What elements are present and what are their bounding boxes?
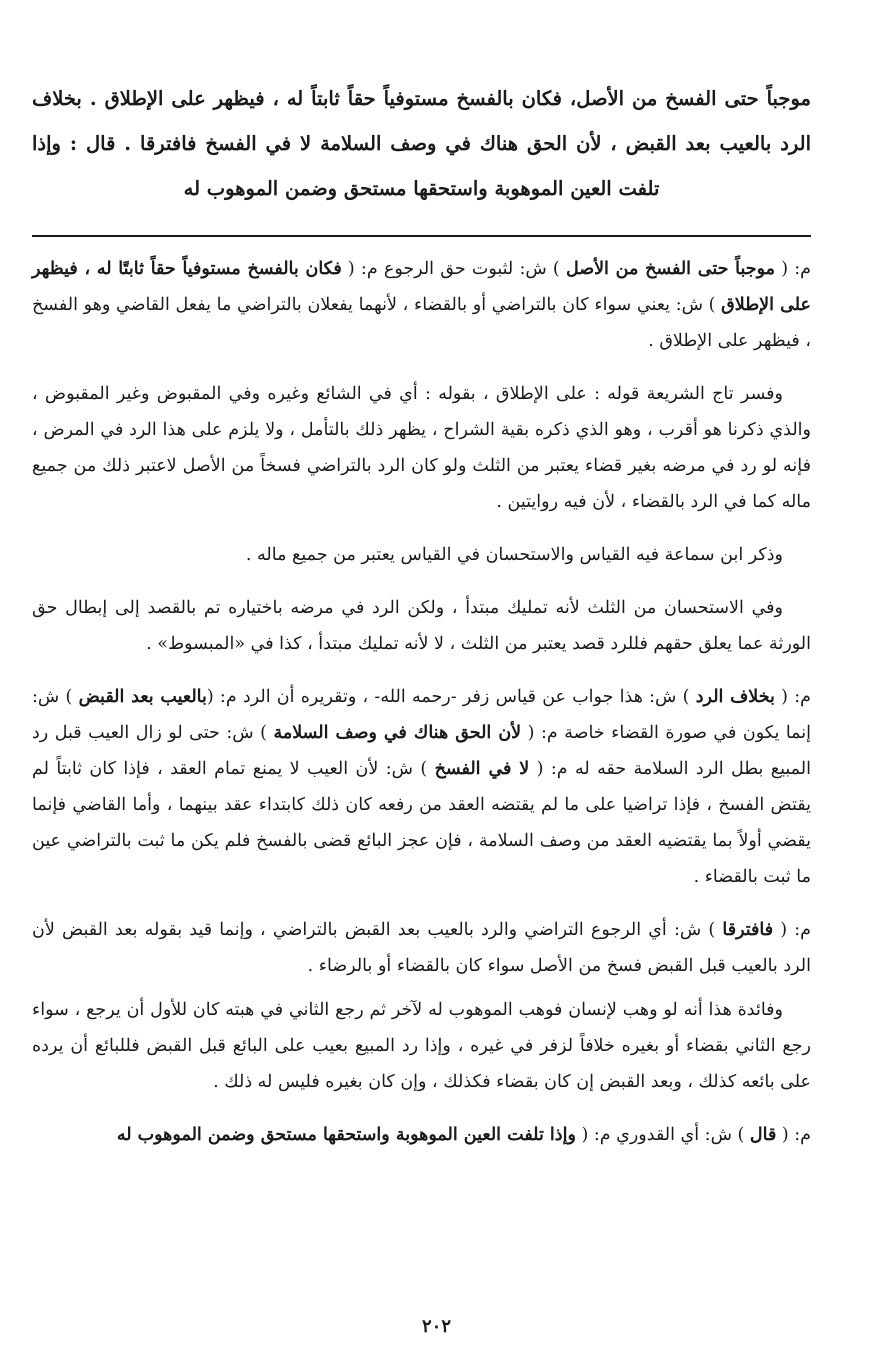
quoted-matn-text: لأن الحق هناك في وصف السلامة: [273, 723, 522, 743]
commentary-text: م: (: [775, 259, 811, 279]
quoted-matn-text: وإذا تلفت العين الموهوبة واستحقها مستحق وضمن الموهوب له: [116, 1125, 576, 1145]
separator-rule: [32, 235, 811, 237]
commentary-text: ) ش: حتى لو زال العيب قبل رد المبيع بطل الرد السلامة حقه له م: (: [32, 723, 811, 779]
commentary-text: ) ش: لأن العيب لا يمنع تمام العقد ، فإذا كان ثابتاً لم يقتض الفسخ ، فإذا تراضيا على ما لم يقتضه العقد من رفعه كان ذلك كابتداء عقد بينهما ، وأما القاضي فإنما يقضي أولاً بما يقتضيه العقد من وصف السلامة ، فإن عجز البائع قضى بالفسخ فلم يكن ما ثبت بالتراضي عين ما ثبت بالقضاء .: [32, 759, 811, 887]
commentary-text: وفائدة هذا أنه لو وهب لإنسان فوهب الموهوب له لآخر ثم رجع الثاني في هبته كان للأول أن يرجع ، سواء رجع الثاني بقضاء أو بغيره خلافاً لزفر في غيره ، وإذا رد المبيع بعيب على البائع قبل القبض فللبائع أن يرده على بائعه كذلك ، وبعد القبض إن كان بقضاء فكذلك ، وإن كان بغيره فليس له ذلك .: [32, 1000, 811, 1092]
commentary-text: ) ش: يعني سواء كان بالتراضي أو بالقضاء ، لأنهما يفعلان بالتراضي ما يفعل القاضي وهو الفسخ ، فيظهر على الإطلاق .: [32, 295, 811, 351]
quoted-matn-text: فافترقا: [722, 920, 774, 940]
commentary-paragraph: [32, 992, 811, 1100]
quoted-matn-text: لا في الفسخ: [434, 759, 530, 779]
commentary-text: ) ش: هذا جواب عن قياس زفر -رحمه الله- ، وتقريره أن الرد م: (: [206, 687, 696, 707]
commentary-text: م: (: [776, 1125, 811, 1145]
commentary-text: م: (: [774, 687, 811, 707]
commentary-paragraph: [32, 251, 811, 359]
quoted-matn-text: بالعيب بعد القبض: [78, 687, 207, 707]
commentary-paragraph: [32, 537, 811, 573]
commentary-text: ) ش: أي الرجوع التراضي والرد بالعيب بعد القبض بالتراضي ، وإنما قيد بقوله بعد القبض لأن الرد بالعيب قبل القبض فسخ من الأصل سواء كان بالقضاء أو بالرضاء .: [32, 920, 811, 976]
commentary-paragraph: [32, 679, 811, 895]
quoted-matn-text: فكان بالفسخ مستوفياً حقاً ثابتًا له ، فيظهر على الإطلاق: [32, 259, 811, 315]
commentary-text: وفسر تاج الشريعة قوله : على الإطلاق ، بقوله : أي في الشائع وغيره وفي المقبوض وغير المقبوض ، والذي ذكرنا هو أقرب ، وهو الذي ذكره بقية الشراح ، يظهر ذلك بالتأمل ، ولا يلزم على هذا الرد في المرض ، فإنه لو رد في مرضه بغير قضاء يعتبر من الثلث ولو كان الرد بالتراضي فسخاً من الأصل لاعتبر ذلك من جميع ماله كما في الرد بالقضاء ، لأن فيه روايتين .: [32, 384, 811, 512]
page-number: ٢٠٢: [421, 1316, 451, 1337]
main-text: موجباً حتى الفسخ من الأصل، فكان بالفسخ مستوفياً حقاً ثابتاً له ، فيظهر على الإطلاق . بخلاف الرد بالعيب بعد القبض ، لأن الحق هناك في وصف السلامة لا في الفسخ فافترقا . قال : وإذا تلفت العين الموهوبة واستحقها مستحق وضمن الموهوب له: [32, 87, 811, 200]
commentary-text: م: (: [773, 920, 811, 940]
commentary-text: ) ش: لثبوت حق الرجوع م: (: [341, 259, 566, 279]
commentary-paragraph: [32, 1117, 811, 1153]
commentary-paragraph: [32, 590, 811, 662]
commentary-paragraph: [32, 912, 811, 984]
quoted-matn-text: بخلاف الرد: [695, 687, 775, 707]
quoted-matn-text: موجباً حتى الفسخ من الأصل: [565, 259, 776, 279]
commentary-text: وذكر ابن سماعة فيه القياس والاستحسان في القياس يعتبر من جميع ماله .: [245, 545, 783, 565]
commentary-text: وفي الاستحسان من الثلث لأنه تمليك مبتدأ ، ولكن الرد في مرضه باختياره تم بالقصد إلى إبطال حق الورثة عما يعلق حقهم فللرد قصد يعتبر من الثلث ، لا لأنه تمليك مبتدأ ، كذا في «المبسوط» .: [32, 598, 811, 654]
commentary-text: ) ش: إنما يكون في صورة القضاء خاصة م: (: [32, 687, 811, 743]
commentary-paragraph: [32, 376, 811, 520]
commentary-text: ) ش: أي القدوري م: (: [575, 1125, 750, 1145]
commentary-section: [32, 251, 811, 1153]
quoted-matn-text: قال: [749, 1125, 777, 1145]
